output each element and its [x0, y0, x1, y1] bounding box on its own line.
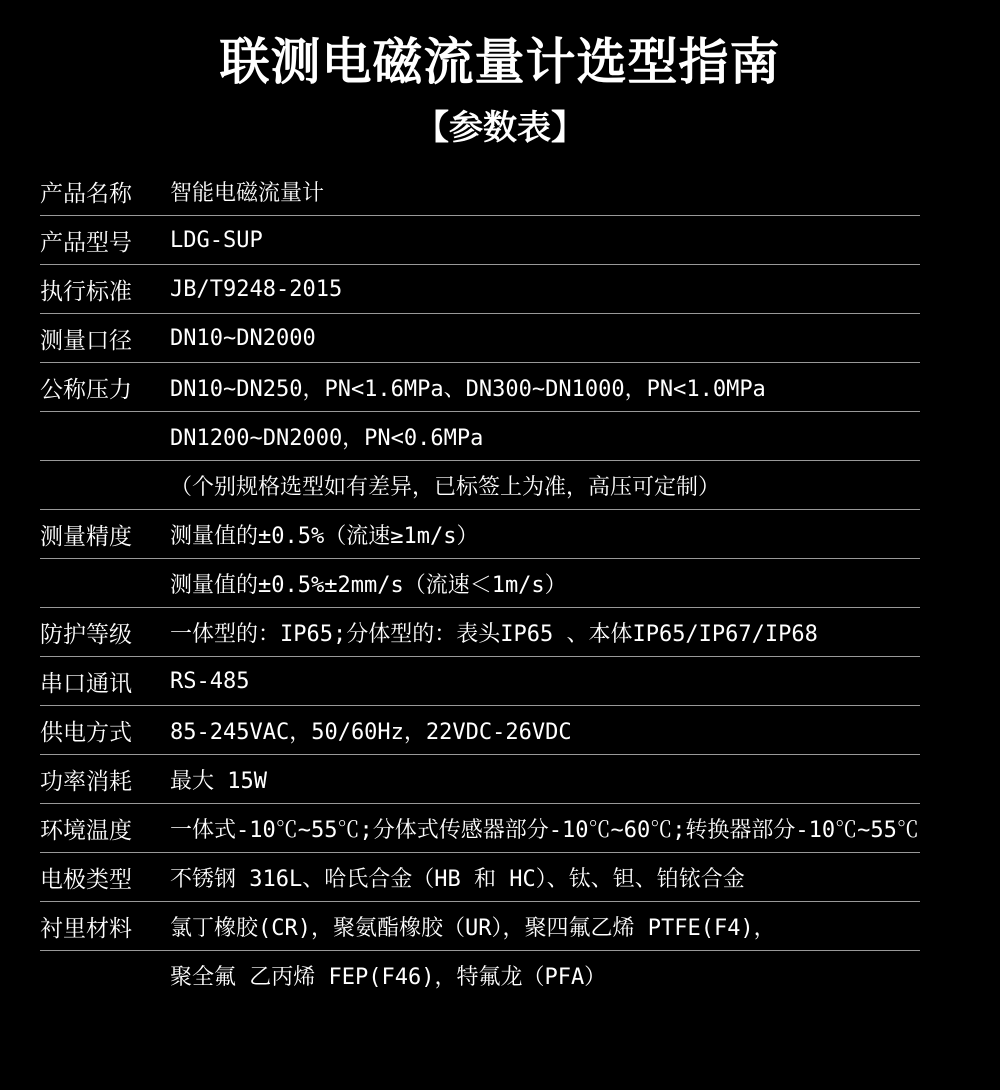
row-label: 供电方式 [40, 718, 132, 745]
row-label: 功率消耗 [40, 767, 132, 794]
table-row [40, 167, 920, 216]
row-value: LDG-SUP [170, 227, 263, 253]
table-row [40, 902, 920, 951]
table-row [40, 657, 920, 706]
row-label: 串口通讯 [40, 669, 132, 696]
row-value: JB/T9248-2015 [170, 276, 343, 302]
table-row [40, 216, 920, 265]
row-value: 测量值的±0.5%±2mm/s（流速＜1m/s） [170, 572, 567, 598]
page-title: 联测电磁流量计选型指南 [219, 34, 781, 90]
row-label: 衬里材料 [40, 914, 132, 941]
row-value: 智能电磁流量计 [170, 180, 325, 206]
row-label: 环境温度 [40, 816, 132, 843]
row-value: DN10~DN250，PN<1.6MPa、DN300~DN1000，PN<1.0MPa [170, 376, 766, 402]
row-value: 最大 15W [170, 768, 267, 794]
row-value: 一体式-10℃~55℃;分体式传感器部分-10℃~60℃;转换器部分-10℃~55℃ [170, 817, 919, 843]
table-row [40, 559, 920, 608]
row-value: 测量值的±0.5%（流速≥1m/s） [170, 523, 479, 549]
row-label: 执行标准 [40, 277, 132, 304]
table-row [40, 314, 920, 363]
subtitle: 【参数表】 [415, 109, 585, 147]
row-value: 聚全氟 乙丙烯 FEP(F46)，特氟龙（PFA） [170, 964, 607, 990]
row-label: 产品型号 [40, 228, 132, 255]
row-value: DN10~DN2000 [170, 325, 316, 351]
table-row [40, 853, 920, 902]
row-label: 测量精度 [40, 522, 132, 549]
row-label: 产品名称 [40, 179, 132, 206]
table-row [40, 461, 920, 510]
table-row [40, 804, 920, 853]
row-value: 氯丁橡胶(CR)，聚氨酯橡胶（UR），聚四氟乙烯 PTFE(F4)， [170, 915, 776, 941]
row-label: 防护等级 [40, 620, 132, 647]
row-value: （个别规格选型如有差异，已标签上为准，高压可定制） [170, 474, 721, 500]
row-value: 一体型的：IP65;分体型的：表头IP65 、本体IP65/IP67/IP68 [170, 621, 818, 647]
row-label: 测量口径 [40, 326, 132, 353]
row-label: 公称压力 [40, 375, 132, 402]
table-row [40, 412, 920, 461]
table-row [40, 951, 920, 999]
table-row [40, 510, 920, 559]
row-value: 不锈钢 316L、哈氏合金（HB 和 HC）、钛、钽、铂铱合金 [170, 866, 745, 892]
row-value: RS-485 [170, 668, 250, 694]
table-row [40, 755, 920, 804]
table-row [40, 363, 920, 412]
row-value: 85-245VAC，50/60Hz，22VDC-26VDC [170, 719, 572, 745]
spec-table [40, 167, 920, 999]
table-row [40, 608, 920, 657]
row-label: 电极类型 [40, 865, 132, 892]
table-row [40, 265, 920, 314]
row-value: DN1200~DN2000，PN<0.6MPa [170, 425, 484, 451]
table-row [40, 706, 920, 755]
